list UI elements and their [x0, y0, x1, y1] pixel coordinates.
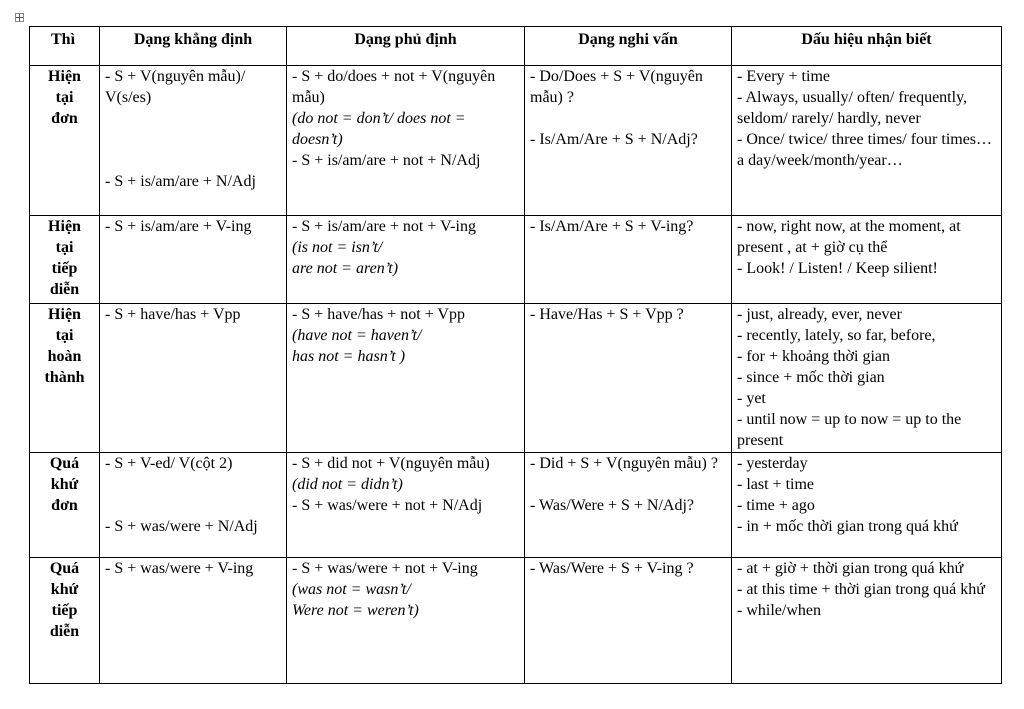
table-header-row: [30, 27, 1002, 66]
tense-line: diễn: [49, 281, 80, 298]
interrogative-cell: [525, 453, 732, 558]
negative-cell: [287, 66, 525, 216]
cell-line: - S + have/has + Vpp: [105, 306, 241, 323]
cell-line: has not = hasn’t ): [292, 348, 406, 365]
cell-line: (have not = haven’t/: [292, 327, 422, 344]
cell-line: [530, 108, 726, 129]
header-signals: Dấu hiệu nhận biết: [732, 27, 1002, 66]
signals-cell: [732, 558, 1002, 684]
signals-cell: [732, 216, 1002, 304]
cell-line: [105, 108, 281, 129]
negative-cell: [287, 216, 525, 304]
tense-line: tiếp: [51, 260, 78, 277]
cell-line: - Is/Am/Are + S + N/Adj?: [530, 131, 698, 148]
cell-line: - S + was/were + not + V-ing: [292, 560, 478, 577]
header-negative: Dạng phủ định: [287, 27, 525, 66]
cell-line: - since + mốc thời gian: [737, 369, 885, 386]
header-tense: Thì: [30, 27, 100, 66]
cell-line: - until now = up to now = up to the present: [737, 411, 962, 449]
cell-line: - time + ago: [737, 497, 815, 514]
cell-line: (do not = don’t/ does not = doesn’t): [292, 110, 466, 148]
table-row: [30, 216, 1002, 304]
cell-line: [105, 474, 281, 495]
tense-line: khứ: [50, 581, 79, 598]
cell-line: - while/when: [737, 602, 821, 619]
cell-line: - S + was/were + N/Adj: [105, 518, 258, 535]
cell-line: - recently, lately, so far, before,: [737, 327, 936, 344]
table-row: [30, 304, 1002, 453]
tense-cell: [30, 216, 100, 304]
tense-line: tại: [55, 89, 74, 106]
affirmative-cell: [100, 216, 287, 304]
cell-line: [105, 495, 281, 516]
affirmative-cell: [100, 453, 287, 558]
tense-table: [29, 26, 1002, 684]
tense-cell: [30, 304, 100, 453]
cell-line: - S + was/were + V-ing: [105, 560, 254, 577]
cell-line: - S + did not + V(nguyên mẫu): [292, 455, 490, 472]
tense-line: khứ: [50, 476, 79, 493]
cell-line: - S + have/has + not + Vpp: [292, 306, 465, 323]
interrogative-cell: [525, 66, 732, 216]
tense-line: Hiện: [48, 68, 81, 85]
tense-line: đơn: [51, 110, 78, 127]
cell-line: [530, 474, 726, 495]
tense-line: thành: [44, 369, 85, 386]
interrogative-cell: [525, 558, 732, 684]
cell-line: - yesterday: [737, 455, 808, 472]
tense-line: Hiện: [48, 218, 81, 235]
negative-cell: [287, 558, 525, 684]
cell-line: [105, 150, 281, 171]
interrogative-cell: [525, 216, 732, 304]
cell-line: - Every + time: [737, 68, 830, 85]
table-row: [30, 453, 1002, 558]
tense-line: Quá: [49, 455, 80, 472]
cell-line: - S + is/am/are + N/Adj: [105, 173, 256, 190]
signals-cell: [732, 453, 1002, 558]
signals-cell: [732, 304, 1002, 453]
tense-line: Hiện: [48, 306, 81, 323]
cell-line: - S + is/am/are + not + V-ing: [292, 218, 476, 235]
cell-line: - S + V-ed/ V(cột 2): [105, 455, 233, 472]
cell-line: (did not = didn’t): [292, 476, 403, 493]
cell-line: - Once/ twice/ three times/ four times… a day/week/month/year…: [737, 131, 993, 169]
table-row: [30, 558, 1002, 684]
negative-cell: [287, 304, 525, 453]
tense-line: tiếp: [51, 602, 78, 619]
tense-line: diễn: [49, 623, 80, 640]
cell-line: - S + do/does + not + V(nguyên mẫu): [292, 68, 496, 106]
cell-line: - for + khoảng thời gian: [737, 348, 891, 365]
tense-cell: [30, 453, 100, 558]
cell-line: - S + is/am/are + not + N/Adj: [292, 152, 481, 169]
tense-cell: [30, 66, 100, 216]
cell-line: - now, right now, at the moment, at present , at + giờ cụ thể: [737, 218, 961, 256]
cell-line: - yet: [737, 390, 766, 407]
cell-line: [105, 129, 281, 150]
cell-line: - S + V(nguyên mẫu)/ V(s/es): [105, 68, 246, 106]
negative-cell: [287, 453, 525, 558]
cell-line: - Do/Does + S + V(nguyên mẫu) ?: [530, 68, 703, 106]
tense-line: tại: [55, 327, 74, 344]
cell-line: - Was/Were + S + N/Adj?: [530, 497, 695, 514]
cell-line: are not = aren’t): [292, 260, 399, 277]
tense-line: đơn: [51, 497, 78, 514]
table-move-handle-icon[interactable]: [15, 13, 24, 22]
cell-line: - Did + S + V(nguyên mẫu) ?: [530, 455, 718, 472]
cell-line: - Always, usually/ often/ frequently, seldom/ rarely/ hardly, never: [737, 89, 968, 127]
cell-line: Were not = weren’t): [292, 602, 419, 619]
tense-line: Quá: [49, 560, 80, 577]
cell-line: - Have/Has + S + Vpp ?: [530, 306, 684, 323]
cell-line: (was not = wasn’t/: [292, 581, 411, 598]
cell-line: - last + time: [737, 476, 815, 493]
cell-line: (is not = isn’t/: [292, 239, 383, 256]
interrogative-cell: [525, 304, 732, 453]
cell-line: - S + is/am/are + V-ing: [105, 218, 252, 235]
tense-cell: [30, 558, 100, 684]
table-row: [30, 66, 1002, 216]
header-affirmative: Dạng khẳng định: [100, 27, 287, 66]
cell-line: - Look! / Listen! / Keep silient!: [737, 260, 938, 277]
cell-line: - in + mốc thời gian trong quá khứ: [737, 518, 958, 535]
cell-line: - Was/Were + S + V-ing ?: [530, 560, 694, 577]
affirmative-cell: [100, 304, 287, 453]
signals-cell: [732, 66, 1002, 216]
header-interrogative: Dạng nghi vấn: [525, 27, 732, 66]
tense-line: hoàn: [47, 348, 82, 365]
cell-line: - S + was/were + not + N/Adj: [292, 497, 483, 514]
affirmative-cell: [100, 558, 287, 684]
cell-line: - Is/Am/Are + S + V-ing?: [530, 218, 694, 235]
cell-line: - at + giờ + thời gian trong quá khứ: [737, 560, 964, 577]
affirmative-cell: [100, 66, 287, 216]
tense-line: tại: [55, 239, 74, 256]
cell-line: - just, already, ever, never: [737, 306, 902, 323]
cell-line: - at this time + thời gian trong quá khứ: [737, 581, 985, 598]
